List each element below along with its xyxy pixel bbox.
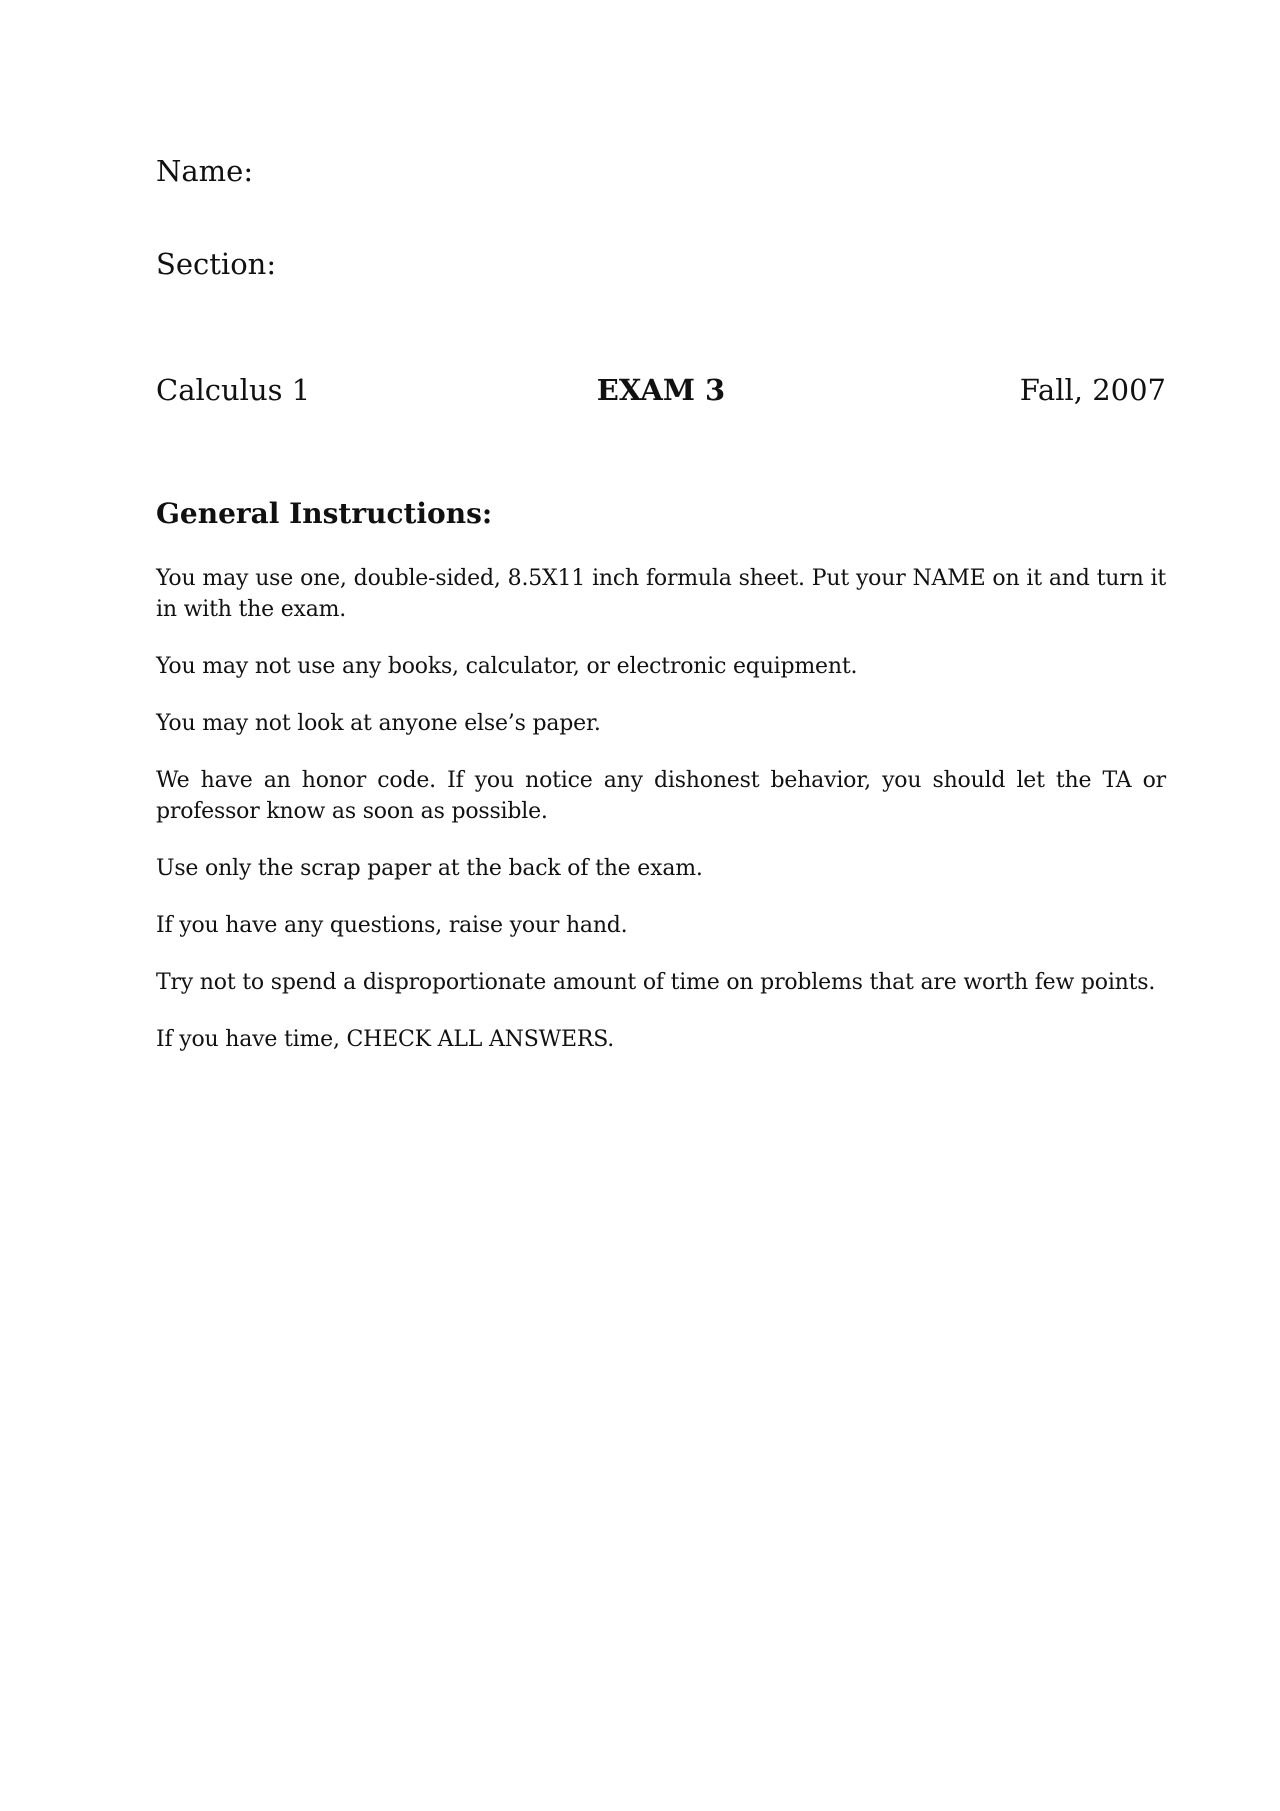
name-field-label: Name: [156,154,254,188]
instructions-heading: General Instructions: [156,497,493,530]
exam-title: EXAM 3 [596,373,726,407]
instruction-item: We have an honor code. If you notice any dishonest behavior, you should let the TA or professor know as soon as possible. [156,768,1166,824]
instruction-item: You may not look at anyone else’s paper. [156,711,601,736]
section-field-label: Section: [156,247,277,281]
title-row [156,371,1166,411]
instruction-item: You may use one, double-sided, 8.5X11 inch formula sheet. Put your NAME on it and turn it in with the exam. [156,566,1166,622]
course-name: Calculus 1 [156,373,311,407]
exam-term: Fall, 2007 [1019,373,1166,407]
instruction-item: If you have any questions, raise your hand. [156,913,628,938]
instructions-list [156,563,1166,1081]
instruction-item: You may not use any books, calculator, or electronic equipment. [156,654,858,679]
instruction-item: Use only the scrap paper at the back of the exam. [156,856,703,881]
instruction-item: If you have time, CHECK ALL ANSWERS. [156,1027,615,1052]
instruction-item: Try not to spend a disproportionate amount of time on problems that are worth few points. [156,970,1156,995]
